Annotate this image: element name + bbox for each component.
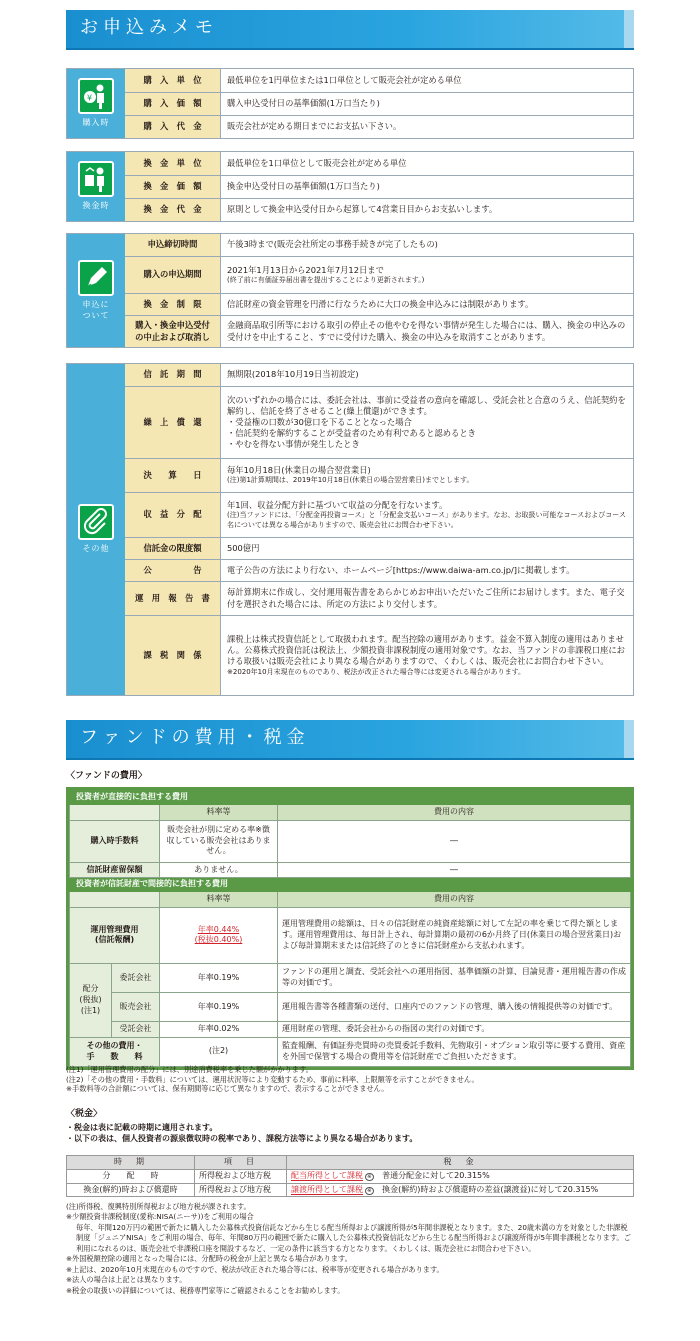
tax-note: 毎年、年間120万円の範囲で新たに購入した公募株式投資信託などから生じる配当所得および譲渡所得が5年間非課税となります。また、20歳未満の方を対象とした非課税制度「ジュニアNISA」をご利用の場合、毎年、年間80万円の範囲で新たに購入した公募株式投資信託などから生じる配当所得および譲渡所得が5年間非課税となります。ご利用になれるのは、販売会社で非課税口座を開設するなど、一定の条件に該当する方となります。くわしくは、販売会社にお問合わせ下さい。 [76, 1222, 631, 1253]
mgmt-fee-content: 運用管理費用の総額は、日々の信託財産の純資産総額に対して左記の率を乗じて得た額とします。運用管理費用は、毎日計上され、毎計算期の最初の6か月終了日(休業日の場合翌営業日)および毎計算期末または信託終了のときに信託財産から支払われます。 [278, 907, 631, 963]
dist-note: (注)当ファンドには、「分配金再投資コース」と「分配金支払いコース」があります。なお、お取扱い可能なコースおよびコース名については異なる場合がありますので、販売会社にお問合わせ下さい。 [227, 511, 626, 529]
jutaku-rate: 年率0.02% [160, 1021, 278, 1037]
buy-fee-content: ― [278, 820, 631, 862]
memo-row [125, 615, 633, 695]
tax-item: 所得税および地方税 [195, 1169, 287, 1183]
exchange-side [67, 152, 125, 221]
itaku-rate: 年率0.19% [160, 963, 278, 992]
mgmt-rate: 年率0.44% [197, 924, 240, 934]
hanbai-content: 運用報告書等各種書類の送付、口座内でのファンドの管理、購入後の情報提供等の対価です。 [278, 992, 631, 1021]
alloc-label-3: (注1) [80, 1005, 101, 1015]
application-side [67, 234, 125, 347]
tax-value [287, 1183, 634, 1197]
memo-row [125, 92, 633, 115]
memo-row [125, 364, 633, 386]
jutaku-label: 受託会社 [112, 1021, 160, 1037]
row-value: 最低単位を1口単位として販売会社が定める単位 [227, 157, 407, 168]
row-value: 販売会社が定める期日までにお支払い下さい。 [227, 121, 402, 132]
memo-title-banner [66, 10, 634, 48]
row-value: 500億円 [227, 542, 260, 553]
tax-text: 課税上は株式投資信託として取扱われます。配当控除の適用があります。益金不算入制度の適用はありません。公募株式投資信託は税法上、少額投資非課税制度の適用対象です。なお、当ファンドの非課税口座における取扱いは販売会社により異なる場合がありますので、くわしくは、販売会社にお問合わせ下さい。 [227, 634, 625, 667]
memo-row [125, 386, 633, 458]
tax-note: ※外国税額控除の適用となった場合には、分配時の税金が上記と異なる場合があります。 [66, 1254, 352, 1264]
note-mark: ※ [367, 1173, 372, 1180]
memo-row [125, 115, 633, 138]
memo-row [125, 175, 633, 198]
row-value: 購入申込受付日の基準価額(1万口当たり) [227, 98, 380, 109]
tax-note: ※少額投資非課税制度(愛称:NISA(ニーサ))をご利用の場合 [66, 1212, 254, 1222]
tax-item: 所得税および地方税 [195, 1183, 287, 1197]
row-value: 原則として換金申込受付日から起算して4営業日目からお支払いします。 [227, 204, 498, 215]
row-value: 午後3時まで(販売会社所定の事務手続きが完了したもの) [227, 239, 438, 250]
tax-note: (注)所得税、復興特別所得税および地方税が課されます。 [66, 1202, 251, 1211]
tax-value [287, 1169, 634, 1183]
row-value [221, 387, 633, 458]
mgmt-fee-rate [160, 907, 278, 963]
row-value [221, 459, 633, 492]
row-label: 換 金 価 額 [125, 176, 221, 198]
tax-header-tax: 税 金 [287, 1156, 634, 1170]
row-label: 購 入 単 位 [125, 69, 221, 92]
early-text: 次のいずれかの場合には、委託会社は、事前に受益者の意向を確認し、受託会社と合意のうえ、信託契約を解約し、信託を終了させること(繰上償還)ができます。 [227, 394, 626, 416]
row-label: 購 入 代 金 [125, 116, 221, 138]
row-label: 課 税 関 係 [125, 616, 221, 695]
itaku-label: 委託会社 [112, 963, 160, 992]
cancel-label-1: 購入・換金申込受付 [135, 320, 210, 331]
memo-row [125, 152, 633, 175]
fees-subtitle: 〈ファンドの費用〉 [66, 771, 147, 781]
tax-header-period: 時 期 [67, 1156, 195, 1170]
tax-header-item: 項 目 [195, 1156, 287, 1170]
purchase-side [67, 69, 125, 138]
alloc-label-2: (税抜) [79, 994, 102, 1004]
reserve-content: ― [278, 862, 631, 878]
row-value [221, 616, 633, 695]
row-label: 換 金 代 金 [125, 199, 221, 221]
row-value: 換金申込受付日の基準価額(1万口当たり) [227, 181, 380, 192]
application-period: 2021年1月13日から2021年7月12日まで [227, 264, 384, 275]
tax-period: 換金(解約)時および償還時 [67, 1183, 195, 1197]
row-label [125, 316, 221, 347]
memo-row [125, 293, 633, 315]
row-label: 運 用 報 告 書 [125, 582, 221, 615]
reserve-label: 信託財産留保額 [70, 862, 160, 878]
allocation-label [70, 963, 112, 1037]
other-fee-rate: (注2) [160, 1037, 278, 1066]
exchange-person-icon [78, 161, 114, 197]
cancel-label-2: の中止および取消し [135, 331, 210, 342]
memo-row [125, 537, 633, 559]
application-period-note: (終了前に有価証券届出書を提出することにより更新されます。) [227, 275, 425, 284]
row-label: 購入の申込期間 [125, 257, 221, 293]
application-group [66, 233, 634, 348]
dividend-tag: 配当所得として課税 [291, 1170, 363, 1180]
tax-bullet: ・税金は表に記載の時期に適用されます。 [66, 1123, 218, 1132]
reserve-rate: ありません。 [160, 862, 278, 878]
settle-text: 毎年10月18日(休業日の場合翌営業日) [227, 465, 371, 476]
tax-subtitle: 〈税金〉 [66, 1109, 103, 1119]
tax-table [66, 1155, 634, 1197]
tax-note: ※上記は、2020年10月末現在のものですので、税法が改正された場合等には、税率等が変更される場合があります。 [66, 1264, 444, 1274]
row-value [221, 257, 633, 293]
memo-row [125, 581, 633, 615]
buy-fee-label: 購入時手数料 [70, 820, 160, 862]
tax-note: ※法人の場合は上記とは異なります。 [66, 1275, 187, 1285]
memo-row [125, 198, 633, 221]
dist-text: 年1回、収益分配方針に基づいて収益の分配を行ないます。 [227, 499, 448, 510]
row-value: 電子公告の方法により行ない、ホームページ[https://www.daiwa-am.co.jp/]に掲載します。 [227, 564, 575, 575]
fees-title-banner [66, 720, 634, 758]
early-bullet: ・受益権の口数が30億口を下ることとなった場合 [227, 416, 412, 427]
alloc-label-1: 配分 [82, 984, 99, 994]
row-label: 収 益 分 配 [125, 493, 221, 537]
fees-title: ファンドの費用・税金 [80, 727, 310, 748]
row-label: 繰 上 償 還 [125, 387, 221, 458]
header-rate: 料率等 [160, 892, 278, 908]
settle-note: (注)第1計算期間は、2019年10月18日(休業日の場合翌営業日)までとします。 [227, 476, 474, 485]
mgmt-rate-ex-tax: (税抜0.40%) [194, 935, 243, 945]
row-value: 最低単位を1円単位または1口単位として販売会社が定める単位 [227, 74, 462, 85]
other-group [66, 363, 634, 696]
row-label: 購 入 価 額 [125, 93, 221, 115]
hanbai-rate: 年率0.19% [160, 992, 278, 1021]
row-label: 換 金 制 限 [125, 294, 221, 315]
note-mark: ※ [367, 1187, 372, 1194]
other-fee-content: 監査報酬、有価証券売買時の売買委託手数料、先物取引・オプション取引等に要する費用、資産を外国で保管する場合の費用等を信託財産でご負担いただきます。 [278, 1037, 631, 1066]
fee-note: (注2)「その他の費用・手数料」については、運用状況等により変動するため、事前に料率、上限額等を示すことができません。 [66, 1074, 479, 1084]
itaku-content: ファンドの運用と調査、受託会社への運用指図、基準価額の計算、目論見書・運用報告書の作成等の対価です。 [278, 963, 631, 992]
application-side-label-1: 申込に [82, 299, 110, 309]
row-value: 毎計算期末に作成し、交付運用報告書をあらかじめお申出いただいたご住所にお届けします。また、電子交付を選択された場合には、所定の方法により交付します。 [227, 587, 625, 609]
exchange-side-label: 換金時 [82, 201, 110, 211]
memo-row [125, 234, 633, 256]
row-label: 換 金 単 位 [125, 152, 221, 175]
yen-bag-person-icon [78, 78, 114, 114]
transfer-tag: 譲渡所得として課税 [291, 1184, 363, 1194]
row-label: 公 告 [125, 560, 221, 581]
direct-cost-bar: 投資者が直接的に負担する費用 [70, 791, 631, 805]
purchase-group [66, 68, 634, 139]
mgmt-fee-label [70, 907, 160, 963]
row-value: 金融商品取引所等における取引の停止その他やむを得ない事情が発生した場合には、購入、換金の申込みの受付けを中止すること、すでに受付けた購入、換金の申込みを取消すことがあります。 [227, 320, 626, 342]
other-side [67, 364, 125, 695]
row-value: 無期限(2018年10月19日当初設定) [227, 369, 359, 380]
memo-row [125, 559, 633, 581]
tax-period: 分 配 時 [67, 1169, 195, 1183]
pen-icon [78, 260, 114, 296]
fees-table [66, 787, 634, 1070]
mgmt-label-2: (信託報酬) [94, 935, 135, 945]
header-rate: 料率等 [160, 804, 278, 820]
tax-notes [66, 1202, 634, 1296]
dividend-rate: 普通分配金に対して20.315% [382, 1170, 490, 1180]
application-side-label-2: ついて [82, 310, 110, 320]
tax-bullets [66, 1123, 634, 1145]
memo-title: お申込みメモ [80, 17, 218, 38]
row-value: 信託財産の資金管理を円滑に行なうために大口の換金申込みには制限があります。 [227, 298, 534, 309]
jutaku-content: 運用財産の管理、委託会社からの指図の実行の対価です。 [278, 1021, 631, 1037]
fee-notes [66, 1065, 634, 1094]
fee-note: ※手数料等の合計額については、保有期間等に応じて異なりますので、表示することができません。 [66, 1084, 389, 1094]
indirect-cost-bar: 投資者が信託財産で間接的に負担する費用 [70, 878, 631, 892]
early-bullet: ・やむを得ない事情が発生したとき [227, 439, 360, 450]
row-label: 信託金の限度額 [125, 538, 221, 559]
row-label: 申込締切時間 [125, 234, 221, 256]
fee-note: (注1)「運用管理費用の配分」には、別途消費税率を乗じた額がかかります。 [66, 1065, 313, 1074]
row-label: 決 算 日 [125, 459, 221, 492]
header-content: 費用の内容 [278, 892, 631, 908]
tax-bullet: ・以下の表は、個人投資者の源泉徴収時の税率であり、課税方法等により異なる場合があります。 [66, 1133, 418, 1143]
memo-row [125, 458, 633, 492]
mgmt-label-1: 運用管理費用 [90, 924, 139, 934]
other-side-label: その他 [82, 544, 110, 554]
paperclip-icon [78, 504, 114, 540]
tax-note: ※2020年10月末現在のものであり、税法が改正された場合等には変更される場合があります。 [227, 667, 526, 676]
purchase-side-label: 購入時 [82, 118, 110, 128]
buy-fee-rate: 販売会社が別に定める率※徴収している販売会社はありません。 [160, 820, 278, 862]
transfer-rate: 換金(解約)時および償還時の差益(譲渡益)に対して20.315% [382, 1184, 599, 1194]
row-label: 信 託 期 間 [125, 364, 221, 386]
row-value [221, 493, 633, 537]
tax-note: ※税金の取扱いの詳細については、税務専門家等にご確認されることをお勧めします。 [66, 1285, 345, 1295]
other-fee-label [70, 1037, 160, 1066]
other-fee-label-2: 手 数 料 [86, 1051, 143, 1061]
svg-text:¥: ¥ [86, 93, 94, 103]
exchange-group [66, 151, 634, 222]
memo-row [125, 315, 633, 347]
header-content: 費用の内容 [278, 804, 631, 820]
early-bullet: ・信託契約を解約することが受益者のため有利であると認めるとき [227, 428, 476, 439]
memo-row [125, 492, 633, 537]
memo-row [125, 69, 633, 92]
other-fee-label-1: その他の費用・ [86, 1040, 143, 1050]
hanbai-label: 販売会社 [112, 992, 160, 1021]
memo-row [125, 256, 633, 293]
